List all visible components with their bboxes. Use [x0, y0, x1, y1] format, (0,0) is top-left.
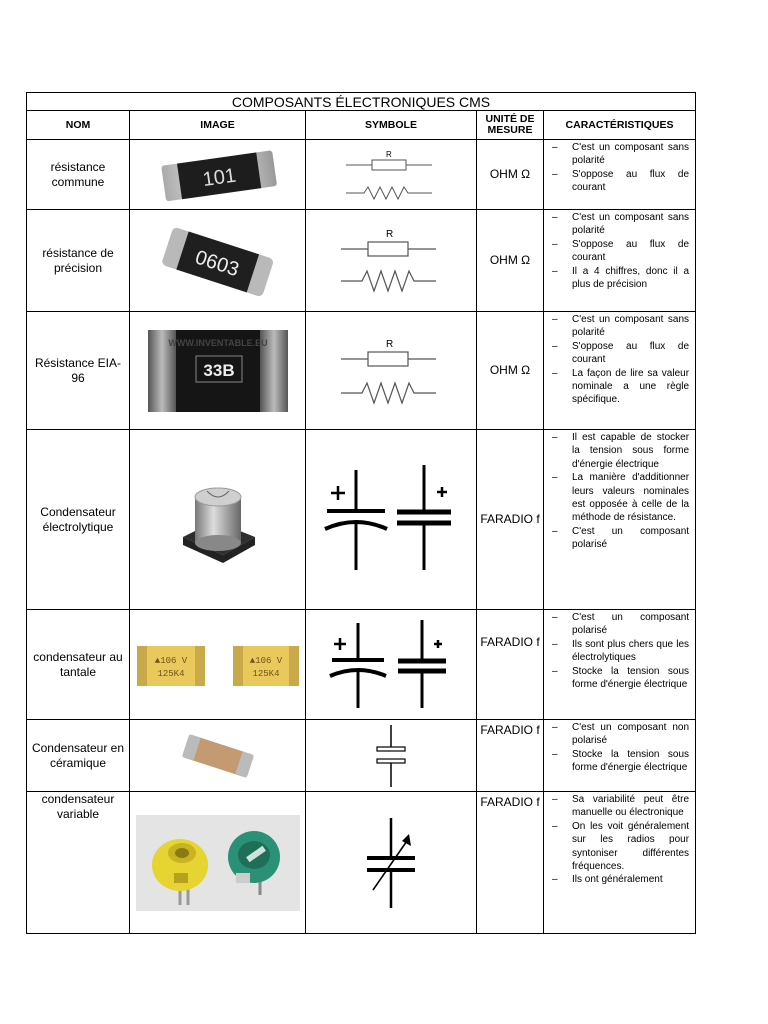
svg-text:▲106 V: ▲106 V: [154, 655, 187, 666]
component-symbol: [306, 720, 477, 792]
component-unit: FARADIO f: [477, 792, 544, 934]
component-symbol: [306, 140, 477, 210]
variable-capacitor-symbol-icon: [361, 818, 421, 908]
chip-marking: 33B: [202, 360, 235, 380]
table-title: COMPOSANTS ÉLECTRONIQUES CMS: [27, 93, 696, 111]
resistor-chip-image: [148, 328, 288, 414]
component-name: Condensateur électrolytique: [27, 430, 130, 610]
component-name: Résistance EIA-96: [27, 312, 130, 430]
component-image: [130, 140, 306, 210]
resistor-chip-image: [153, 144, 283, 206]
component-symbol: [306, 430, 477, 610]
component-characteristics: – C'est un composant sans polarité – S'oppose au flux de courant: [544, 140, 696, 210]
component-unit: OHM Ω: [477, 312, 544, 430]
header-symbole: SYMBOLE: [306, 111, 477, 140]
header-image: IMAGE: [130, 111, 306, 140]
chip-marking: 101: [200, 164, 237, 191]
component-characteristics: – C'est un composant sans polarité – S'oppose au flux de courant – La façon de lire sa valeur nominale a une règle spécifique.: [544, 312, 696, 430]
component-unit: FARADIO f: [477, 430, 544, 610]
component-unit: OHM Ω: [477, 140, 544, 210]
component-image: [130, 720, 306, 792]
component-image: [130, 610, 306, 720]
table-row: [27, 720, 696, 792]
resistor-symbol-icon: [336, 331, 446, 411]
component-unit: OHM Ω: [477, 210, 544, 312]
header-nom: NOM: [27, 111, 130, 140]
component-characteristics: – C'est un composant non polarisé – Stocke la tension sous forme d'énergie électrique: [544, 720, 696, 792]
polarized-capacitor-symbol-icon: [321, 465, 461, 575]
resistor-symbol-icon: [336, 221, 446, 301]
table-row: [27, 610, 696, 720]
component-name: condensateur au tantale: [27, 610, 130, 720]
components-table: [26, 92, 696, 934]
svg-text:R: R: [386, 228, 394, 240]
tantalum-capacitor-image: [137, 640, 299, 690]
component-name: résistance de précision: [27, 210, 130, 312]
component-symbol: [306, 312, 477, 430]
component-symbol: [306, 210, 477, 312]
svg-text:125K4: 125K4: [251, 668, 280, 679]
component-image: [130, 792, 306, 934]
table-row: [27, 210, 696, 312]
component-image: [130, 210, 306, 312]
table-row: [27, 312, 696, 430]
svg-text:R: R: [386, 338, 394, 350]
svg-text:125K4: 125K4: [156, 668, 185, 679]
component-name: résistance commune: [27, 140, 130, 210]
svg-text:▲106 V: ▲106 V: [249, 655, 282, 666]
component-unit: FARADIO f: [477, 720, 544, 792]
component-image: [130, 430, 306, 610]
component-characteristics: – C'est un composant sans polarité – S'oppose au flux de courant – Il a 4 chiffres, donc il a plus de précision: [544, 210, 696, 312]
electrolytic-capacitor-image: [173, 475, 263, 565]
component-symbol: [306, 792, 477, 934]
table-row: [27, 140, 696, 210]
table-row: [27, 792, 696, 934]
component-image: [130, 312, 306, 430]
component-characteristics: – C'est un composant polarisé – Ils sont plus chers que les électrolytiques – Stocke la tension sous forme d'énergie électrique: [544, 610, 696, 720]
component-name: Condensateur en céramique: [27, 720, 130, 792]
component-unit: FARADIO f: [477, 610, 544, 720]
header-unite: UNITÉ DE MESURE: [477, 111, 544, 140]
watermark: WWW.INVENTABLE.EU: [167, 337, 268, 348]
table-row: [27, 430, 696, 610]
component-characteristics: – Sa variabilité peut être manuelle ou électronique – On les voit généralement sur les radios pour syntoniser différentes fréquences. – Ils ont généralement: [544, 792, 696, 934]
resistor-chip-image: [153, 216, 283, 306]
variable-capacitor-image: [136, 815, 300, 911]
header-caracteristiques: CARACTÉRISTIQUES: [544, 111, 696, 140]
ceramic-capacitor-image: [178, 728, 258, 784]
component-symbol: [306, 610, 477, 720]
polarized-capacitor-symbol-icon: [326, 620, 456, 710]
chip-marking: 0603: [192, 246, 242, 281]
component-characteristics: – Il est capable de stocker la tension sous forme d'énergie électrique – La manière d'additionner leurs valeurs nominales est opposée à celle de la méthode de résistance. – C'est un composant polarisé: [544, 430, 696, 610]
ceramic-capacitor-symbol-icon: [371, 725, 411, 787]
component-name: condensateur variable: [27, 792, 130, 934]
resistor-symbol-icon: [336, 145, 446, 205]
svg-text:R: R: [386, 149, 392, 159]
